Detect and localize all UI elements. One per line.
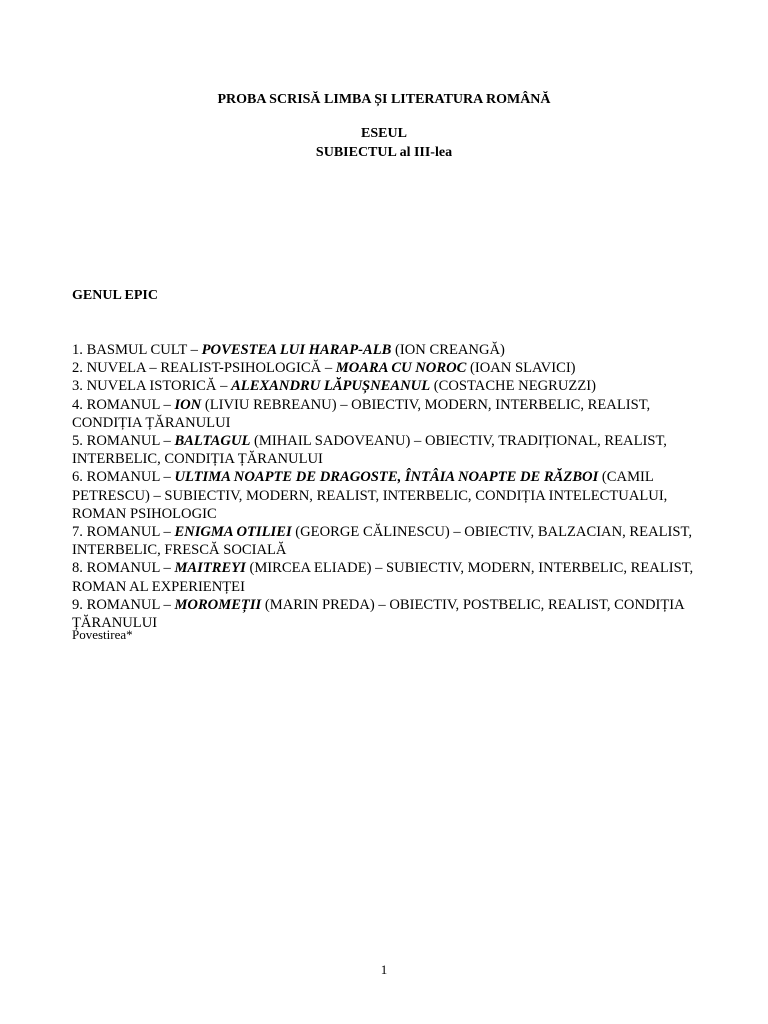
section-heading-eseul: ESEUL <box>361 126 407 141</box>
work-title: MOARA CU NOROC <box>335 360 467 377</box>
work-title: BALTAGUL <box>174 433 251 450</box>
list-item <box>72 341 712 359</box>
works-list <box>72 341 712 632</box>
item-prefix: 1. BASMUL CULT – <box>72 342 202 358</box>
list-item <box>72 396 712 432</box>
list-item <box>72 377 712 395</box>
page-number: 1 <box>380 962 388 977</box>
work-title: ALEXANDRU LĂPUȘNEANUL <box>231 378 431 395</box>
item-prefix: 3. NUVELA ISTORICĂ – <box>72 378 232 395</box>
item-suffix: (COSTACHE NEGRUZZI) <box>430 378 596 395</box>
work-title: ENIGMA OTILIEI <box>174 524 292 541</box>
item-prefix: 9. ROMANUL – <box>72 596 175 613</box>
list-item <box>72 432 712 468</box>
item-prefix: 6. ROMANUL – <box>72 469 175 486</box>
item-suffix: (MIRCEA ELIADE) – SUBIECTIV, MODERN, INTERBELIC, REALIST, ROMAN AL EXPERIENȚEI <box>72 560 694 595</box>
list-item <box>72 523 712 559</box>
item-suffix: (GEORGE CĂLINESCU) – OBIECTIV, BALZACIAN, REALIST, INTERBELIC, FRESCĂ SOCIALĂ <box>72 524 692 559</box>
list-item <box>72 596 712 632</box>
item-prefix: 8. ROMANUL – <box>72 560 175 577</box>
list-item <box>72 559 712 595</box>
item-suffix: (CAMIL PETRESCU) – SUBIECTIV, MODERN, REALIST, INTERBELIC, CONDIȚIA INTELECTUALUI, ROMAN PSIHOLOGIC <box>72 469 668 522</box>
list-item <box>72 359 712 377</box>
document-title: PROBA SCRISĂ LIMBA ȘI LITERATURA ROMÂNĂ <box>217 92 551 107</box>
item-prefix: 7. ROMANUL – <box>72 524 175 541</box>
item-prefix: 5. ROMANUL – <box>72 433 175 450</box>
item-suffix: (IOAN SLAVICI) <box>466 360 576 377</box>
work-title: MAITREYI <box>174 560 246 577</box>
work-title: MOROMEȚII <box>174 596 262 613</box>
genre-heading: GENUL EPIC <box>72 288 158 303</box>
work-title: ION <box>174 396 202 413</box>
item-suffix: (MIHAIL SADOVEANU) – OBIECTIV, TRADIȚIONAL, REALIST, INTERBELIC, CONDIȚIA ȚĂRANULUI <box>72 433 667 468</box>
item-prefix: 2. NUVELA – REALIST-PSIHOLOGICĂ – <box>72 360 336 377</box>
footnote-text: Povestirea* <box>72 627 133 642</box>
item-suffix: (MARIN PREDA) – OBIECTIV, POSTBELIC, REALIST, CONDIȚIA ȚĂRANULUI <box>72 596 684 632</box>
section-heading-subiectul: SUBIECTUL al III-lea <box>315 145 453 160</box>
item-suffix: (LIVIU REBREANU) – OBIECTIV, MODERN, INTERBELIC, REALIST, CONDIȚIA ȚĂRANULUI <box>72 396 651 431</box>
work-title: POVESTEA LUI HARAP-ALB <box>201 342 392 358</box>
work-title: ULTIMA NOAPTE DE DRAGOSTE, ÎNTÂIA NOAPTE DE RĂZBOI <box>174 469 599 486</box>
item-suffix: (ION CREANGĂ) <box>391 342 505 358</box>
item-prefix: 4. ROMANUL – <box>72 396 175 413</box>
list-item <box>72 468 712 523</box>
